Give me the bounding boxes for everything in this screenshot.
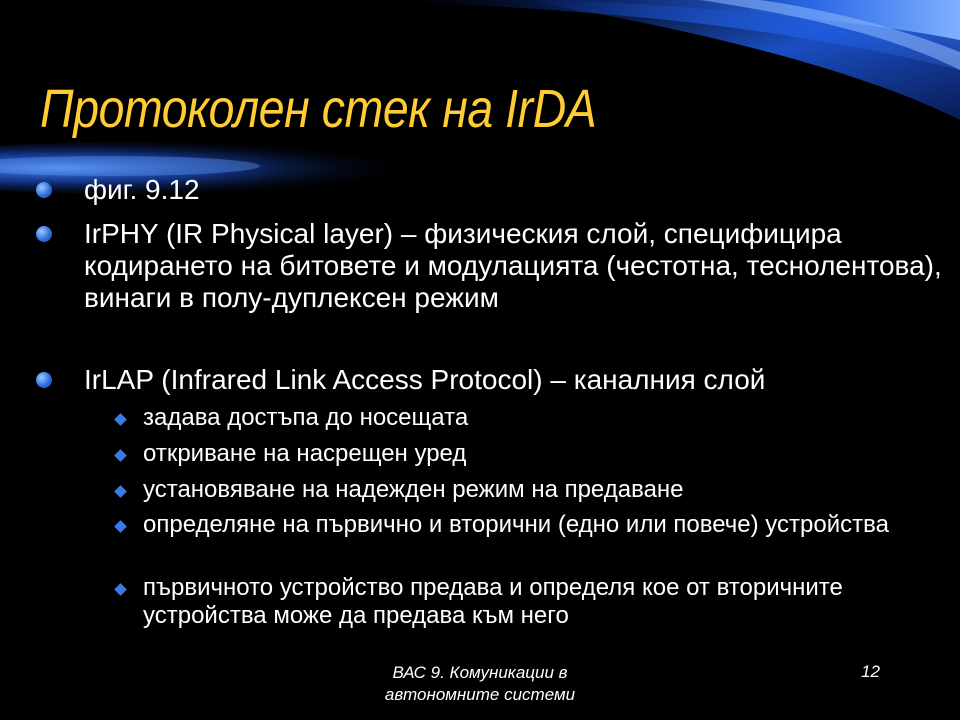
page-number: 12 — [861, 662, 880, 681]
bullet-dot-icon — [36, 226, 52, 242]
bullet-item: IrPHY (IR Physical layer) – физическия слой, специфицира кодирането на битовете и модулацията (честотна, теснолентова), винаги в полу-дуплексен режим — [84, 218, 942, 313]
bullet-item: фиг. 9.12 — [84, 174, 200, 205]
bullet-dot-icon — [36, 182, 52, 198]
bullet-item: IrLAP (Infrared Link Access Protocol) – каналния слой — [84, 364, 766, 395]
bullet-dot-icon — [36, 372, 52, 388]
sub-bullet-item: първичното устройство предава и определя кое от вторичните устройства може да предава към него — [143, 574, 843, 629]
sub-bullet-item: установяване на надежден режим на предаване — [143, 476, 684, 503]
slide-title: Протоколен стек на IrDA — [40, 79, 597, 139]
sub-bullet-item: откриване на насрещен уред — [143, 440, 467, 467]
footer-text: ВАС 9. Комуникации в автономните системи — [384, 663, 576, 704]
sub-bullet-item: задава достъпа до носещата — [143, 404, 469, 431]
sub-bullet-item: определяне на първично и вторични (едно или повече) устройства — [143, 511, 889, 538]
